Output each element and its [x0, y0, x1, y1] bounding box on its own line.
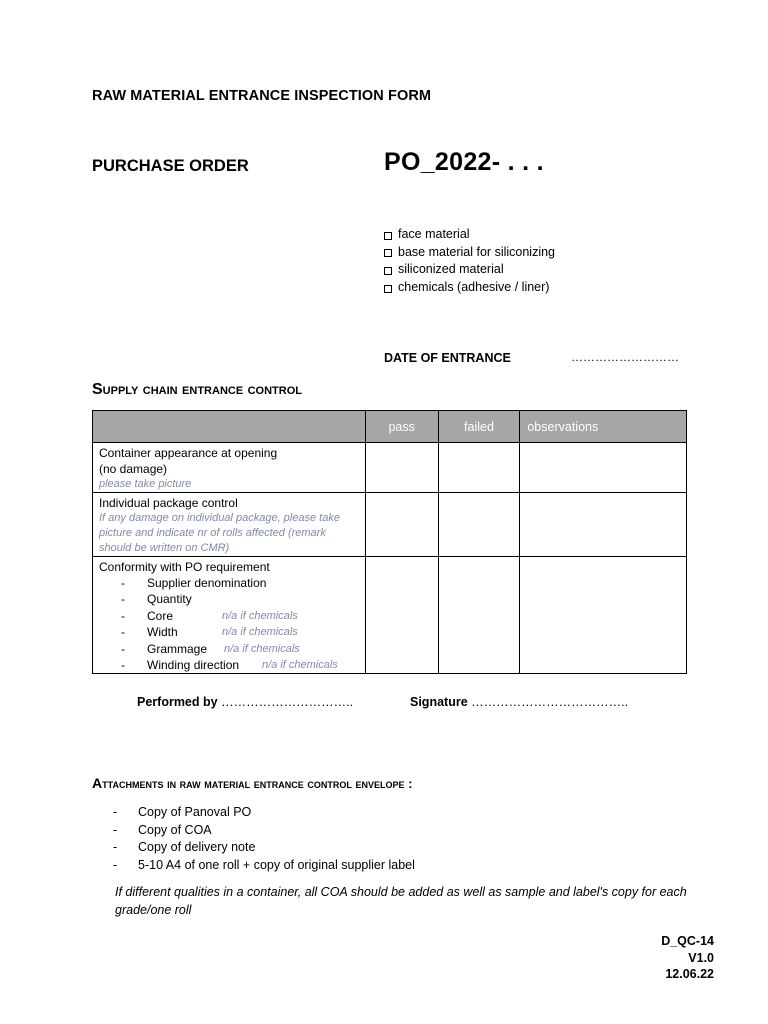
row-description — [93, 493, 366, 557]
subitem-name: Width — [147, 625, 178, 640]
list-item — [99, 624, 359, 640]
material-option-label: base material for siliconizing — [398, 244, 556, 259]
heading-rest: ttachments in raw material entrance control envelope : — [102, 776, 413, 791]
heading-initial: A — [92, 775, 103, 791]
doc-version: V1.0 — [688, 950, 714, 965]
signature-label: Signature — [410, 695, 468, 709]
table-row — [93, 493, 687, 557]
purchase-order-label: PURCHASE ORDER — [92, 157, 249, 175]
row-hint: please take picture — [99, 478, 192, 490]
material-option-label: chemicals (adhesive / liner) — [398, 279, 550, 294]
signature-field[interactable] — [410, 695, 628, 709]
list-item — [113, 839, 415, 857]
material-option-base[interactable] — [384, 244, 555, 262]
purchase-order-number[interactable]: PO_2022- . . . — [384, 148, 544, 176]
observations-cell[interactable] — [520, 493, 687, 557]
subitem-note: n/a if chemicals — [222, 609, 298, 622]
header-failed: failed — [438, 411, 520, 443]
date-of-entrance-label: DATE OF ENTRANCE — [384, 351, 511, 365]
list-item — [99, 575, 359, 591]
doc-code: D_QC-14 — [661, 934, 714, 948]
row-subtitle: (no damage) — [99, 462, 168, 476]
doc-date: 12.06.22 — [665, 967, 714, 981]
attachments-list — [113, 804, 415, 874]
table-row — [93, 557, 687, 674]
subitem-name: Supplier denomination — [147, 576, 267, 590]
form-title: RAW MATERIAL ENTRANCE INSPECTION FORM — [92, 88, 432, 104]
bullet-dash: - — [121, 641, 125, 656]
list-item — [99, 657, 359, 673]
pass-cell[interactable] — [365, 443, 438, 493]
table-header-row — [93, 411, 687, 443]
supply-chain-heading — [92, 381, 302, 399]
material-option-label: face material — [398, 227, 470, 241]
material-option-chemicals[interactable] — [384, 279, 555, 297]
material-option-label: siliconized material — [398, 262, 504, 277]
attachment-text: Copy of COA — [138, 822, 212, 837]
heading-rest: upply chain entrance control — [102, 381, 302, 398]
bullet-dash: - — [113, 805, 118, 819]
pass-cell[interactable] — [365, 493, 438, 557]
attachment-text: Copy of delivery note — [138, 840, 256, 855]
performed-by-dots: ………………………….. — [221, 695, 354, 709]
row-title: Conformity with PO requirement — [99, 560, 270, 574]
checkbox-icon[interactable] — [384, 267, 392, 275]
attachments-note: If different qualities in a container, all COA should be added as well as sample and label's copy for each grade/one roll — [115, 885, 687, 917]
table-row — [93, 443, 687, 493]
subitem-name: Quantity — [147, 592, 192, 607]
subitem-name: Core — [147, 608, 174, 623]
subitem-note: n/a if chemicals — [222, 626, 298, 639]
checkbox-icon[interactable] — [384, 285, 392, 293]
heading-initial: S — [92, 381, 103, 398]
attachment-text: Copy of Panoval PO — [138, 805, 252, 819]
subitem-name: Winding direction — [147, 658, 240, 673]
bullet-dash: - — [113, 857, 118, 872]
bullet-dash: - — [113, 840, 118, 855]
checkbox-icon[interactable] — [384, 232, 392, 240]
material-option-face[interactable] — [384, 226, 555, 244]
observations-cell[interactable] — [520, 557, 687, 674]
bullet-dash: - — [121, 608, 125, 623]
performed-by-field[interactable] — [137, 695, 353, 709]
row-description — [93, 443, 366, 493]
material-option-siliconized[interactable] — [384, 261, 555, 279]
checkbox-icon[interactable] — [384, 249, 392, 257]
attachments-heading — [92, 775, 412, 791]
row-title: Individual package control — [99, 496, 238, 510]
failed-cell[interactable] — [438, 493, 520, 557]
bullet-dash: - — [121, 658, 125, 673]
bullet-dash: - — [121, 625, 125, 640]
subitem-name: Grammage — [147, 641, 208, 656]
document-reference — [661, 933, 714, 983]
row-description — [93, 557, 366, 674]
bullet-dash: - — [121, 592, 125, 607]
material-type-list — [384, 226, 555, 296]
performed-by-label: Performed by — [137, 695, 218, 709]
failed-cell[interactable] — [438, 557, 520, 674]
subitem-note: n/a if chemicals — [262, 659, 338, 672]
pass-cell[interactable] — [365, 557, 438, 674]
signature-dots: ……………………………….. — [471, 695, 629, 709]
bullet-dash: - — [121, 576, 125, 590]
header-item — [93, 411, 366, 443]
header-observations: observations — [520, 411, 687, 443]
date-of-entrance-field[interactable]: ……………………… — [571, 350, 679, 364]
inspection-table — [92, 410, 687, 674]
attachment-text: 5-10 A4 of one roll + copy of original supplier label — [138, 857, 415, 872]
observations-cell[interactable] — [520, 443, 687, 493]
list-item — [113, 822, 415, 840]
row-title: Container appearance at opening — [99, 446, 278, 460]
bullet-dash: - — [113, 822, 118, 837]
failed-cell[interactable] — [438, 443, 520, 493]
list-item — [113, 804, 415, 822]
list-item — [113, 857, 415, 875]
list-item — [99, 591, 359, 607]
subitem-note: n/a if chemicals — [224, 642, 300, 655]
list-item — [99, 641, 359, 657]
list-item — [99, 608, 359, 624]
header-pass: pass — [365, 411, 438, 443]
row-hint: If any damage on individual package, please take picture and indicate nr of rolls affected (remark should be written on CMR) — [99, 512, 340, 554]
